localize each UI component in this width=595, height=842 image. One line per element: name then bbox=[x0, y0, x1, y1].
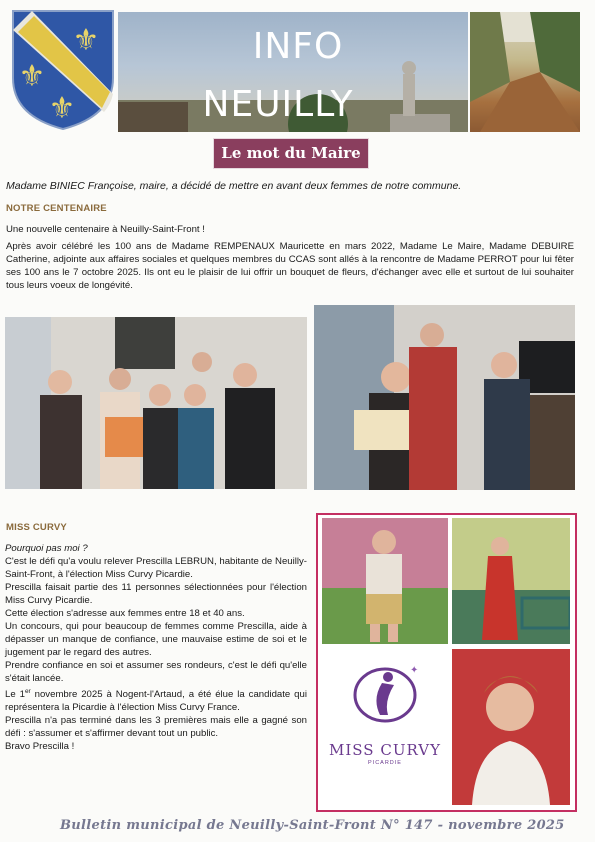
section-title-miss-curvy: MISS CURVY bbox=[6, 522, 67, 533]
date-superscript: er bbox=[24, 688, 31, 695]
miss-curvy-paragraph: Bravo Prescilla ! bbox=[5, 741, 75, 753]
miss-curvy-paragraph: Prescilla n'a pas terminé dans les 3 premières mais elle a gagné son défi : s'assumer et s'affirmer devant tout un public. bbox=[5, 715, 307, 740]
svg-text:⚜: ⚜ bbox=[18, 59, 46, 94]
svg-text:✦: ✦ bbox=[410, 665, 419, 676]
date-day: Le 1 bbox=[5, 689, 25, 701]
intro-text: Madame BINIEC Françoise, maire, a décidé de mettre en avant deux femmes de notre commune. bbox=[6, 180, 462, 192]
miss-curvy-paragraph: Cette élection s'adresse aux femmes entre 18 et 40 ans. bbox=[5, 608, 245, 619]
miss-curvy-photo-3 bbox=[452, 649, 570, 805]
logo-subtitle: PICARDIE bbox=[368, 760, 402, 766]
centenaire-lead: Une nouvelle centenaire à Neuilly-Saint-Front ! bbox=[6, 224, 205, 235]
mot-du-maire-heading: Le mot du Maire bbox=[213, 138, 369, 169]
miss-curvy-logo-icon bbox=[322, 655, 448, 750]
miss-curvy-paragraph: Un concours, qui pour beaucoup de femmes comme Prescilla, aide à dépasser un manque de confiance, une mauvaise estime de soi et le jugement par le regard des autres. bbox=[5, 621, 307, 658]
miss-curvy-subtitle: Pourquoi pas moi ? bbox=[5, 543, 88, 554]
centenaire-body: Après avoir célébré les 100 ans de Madame REMPENAUX Mauricette en mars 2022, Madame Le Maire, Madame DEBUIRE Catherine, adjointe aux affaires sociales et quelques membres du CCAS sont allés à la rencontre de Madame PERROT pour lui fêter ses 100 ans le 7 octobre 2025. Ils ont eu le plaisir de lui offrir un bouquet de fleurs, d'échanger avec elle et surtout de lui souhaiter tous leurs voeux de longévité. bbox=[6, 241, 574, 291]
logo-title: MISS CURVY bbox=[329, 741, 441, 759]
miss-curvy-paragraph: Prescilla faisait partie des 11 personnes sélectionnées pour l'élection Miss Curvy Picardie. bbox=[5, 582, 307, 606]
page-title-line1: INFO bbox=[252, 26, 344, 67]
section-title-centenaire: NOTRE CENTENAIRE bbox=[6, 203, 107, 214]
miss-curvy-logo bbox=[322, 655, 448, 805]
date-rest: novembre 2025 à Nogent-l'Artaud, a été élue la candidate qui représentera la Picardie à l'élection Miss Curvy France. bbox=[5, 689, 307, 714]
miss-curvy-paragraph bbox=[5, 685, 307, 714]
centenaire-portrait-photo bbox=[314, 305, 575, 490]
miss-curvy-paragraph: Prendre confiance en soi et assumer ses rondeurs, c'est le défi qu'elle s'était lancée. bbox=[5, 660, 307, 684]
miss-curvy-photo-1 bbox=[322, 518, 448, 644]
bulletin-footer: Bulletin municipal de Neuilly-Saint-Front N° 147 - novembre 2025 bbox=[60, 818, 565, 833]
tree-alley-image bbox=[470, 12, 580, 132]
svg-text:⚜: ⚜ bbox=[72, 23, 100, 58]
miss-curvy-photo-2 bbox=[452, 518, 570, 644]
svg-text:⚜: ⚜ bbox=[48, 91, 76, 126]
header-banner bbox=[118, 12, 468, 132]
miss-curvy-paragraph: C'est le défi qu'a voulu relever Prescilla LEBRUN, habitante de Neuilly-Saint-Front, à l'élection Miss Curvy Picardie. bbox=[5, 556, 307, 580]
coat-of-arms-icon bbox=[10, 8, 116, 132]
miss-curvy-photo-frame bbox=[316, 513, 577, 812]
centenaire-group-photo bbox=[5, 317, 307, 489]
page-title-line2: NEUILLY bbox=[202, 84, 354, 125]
